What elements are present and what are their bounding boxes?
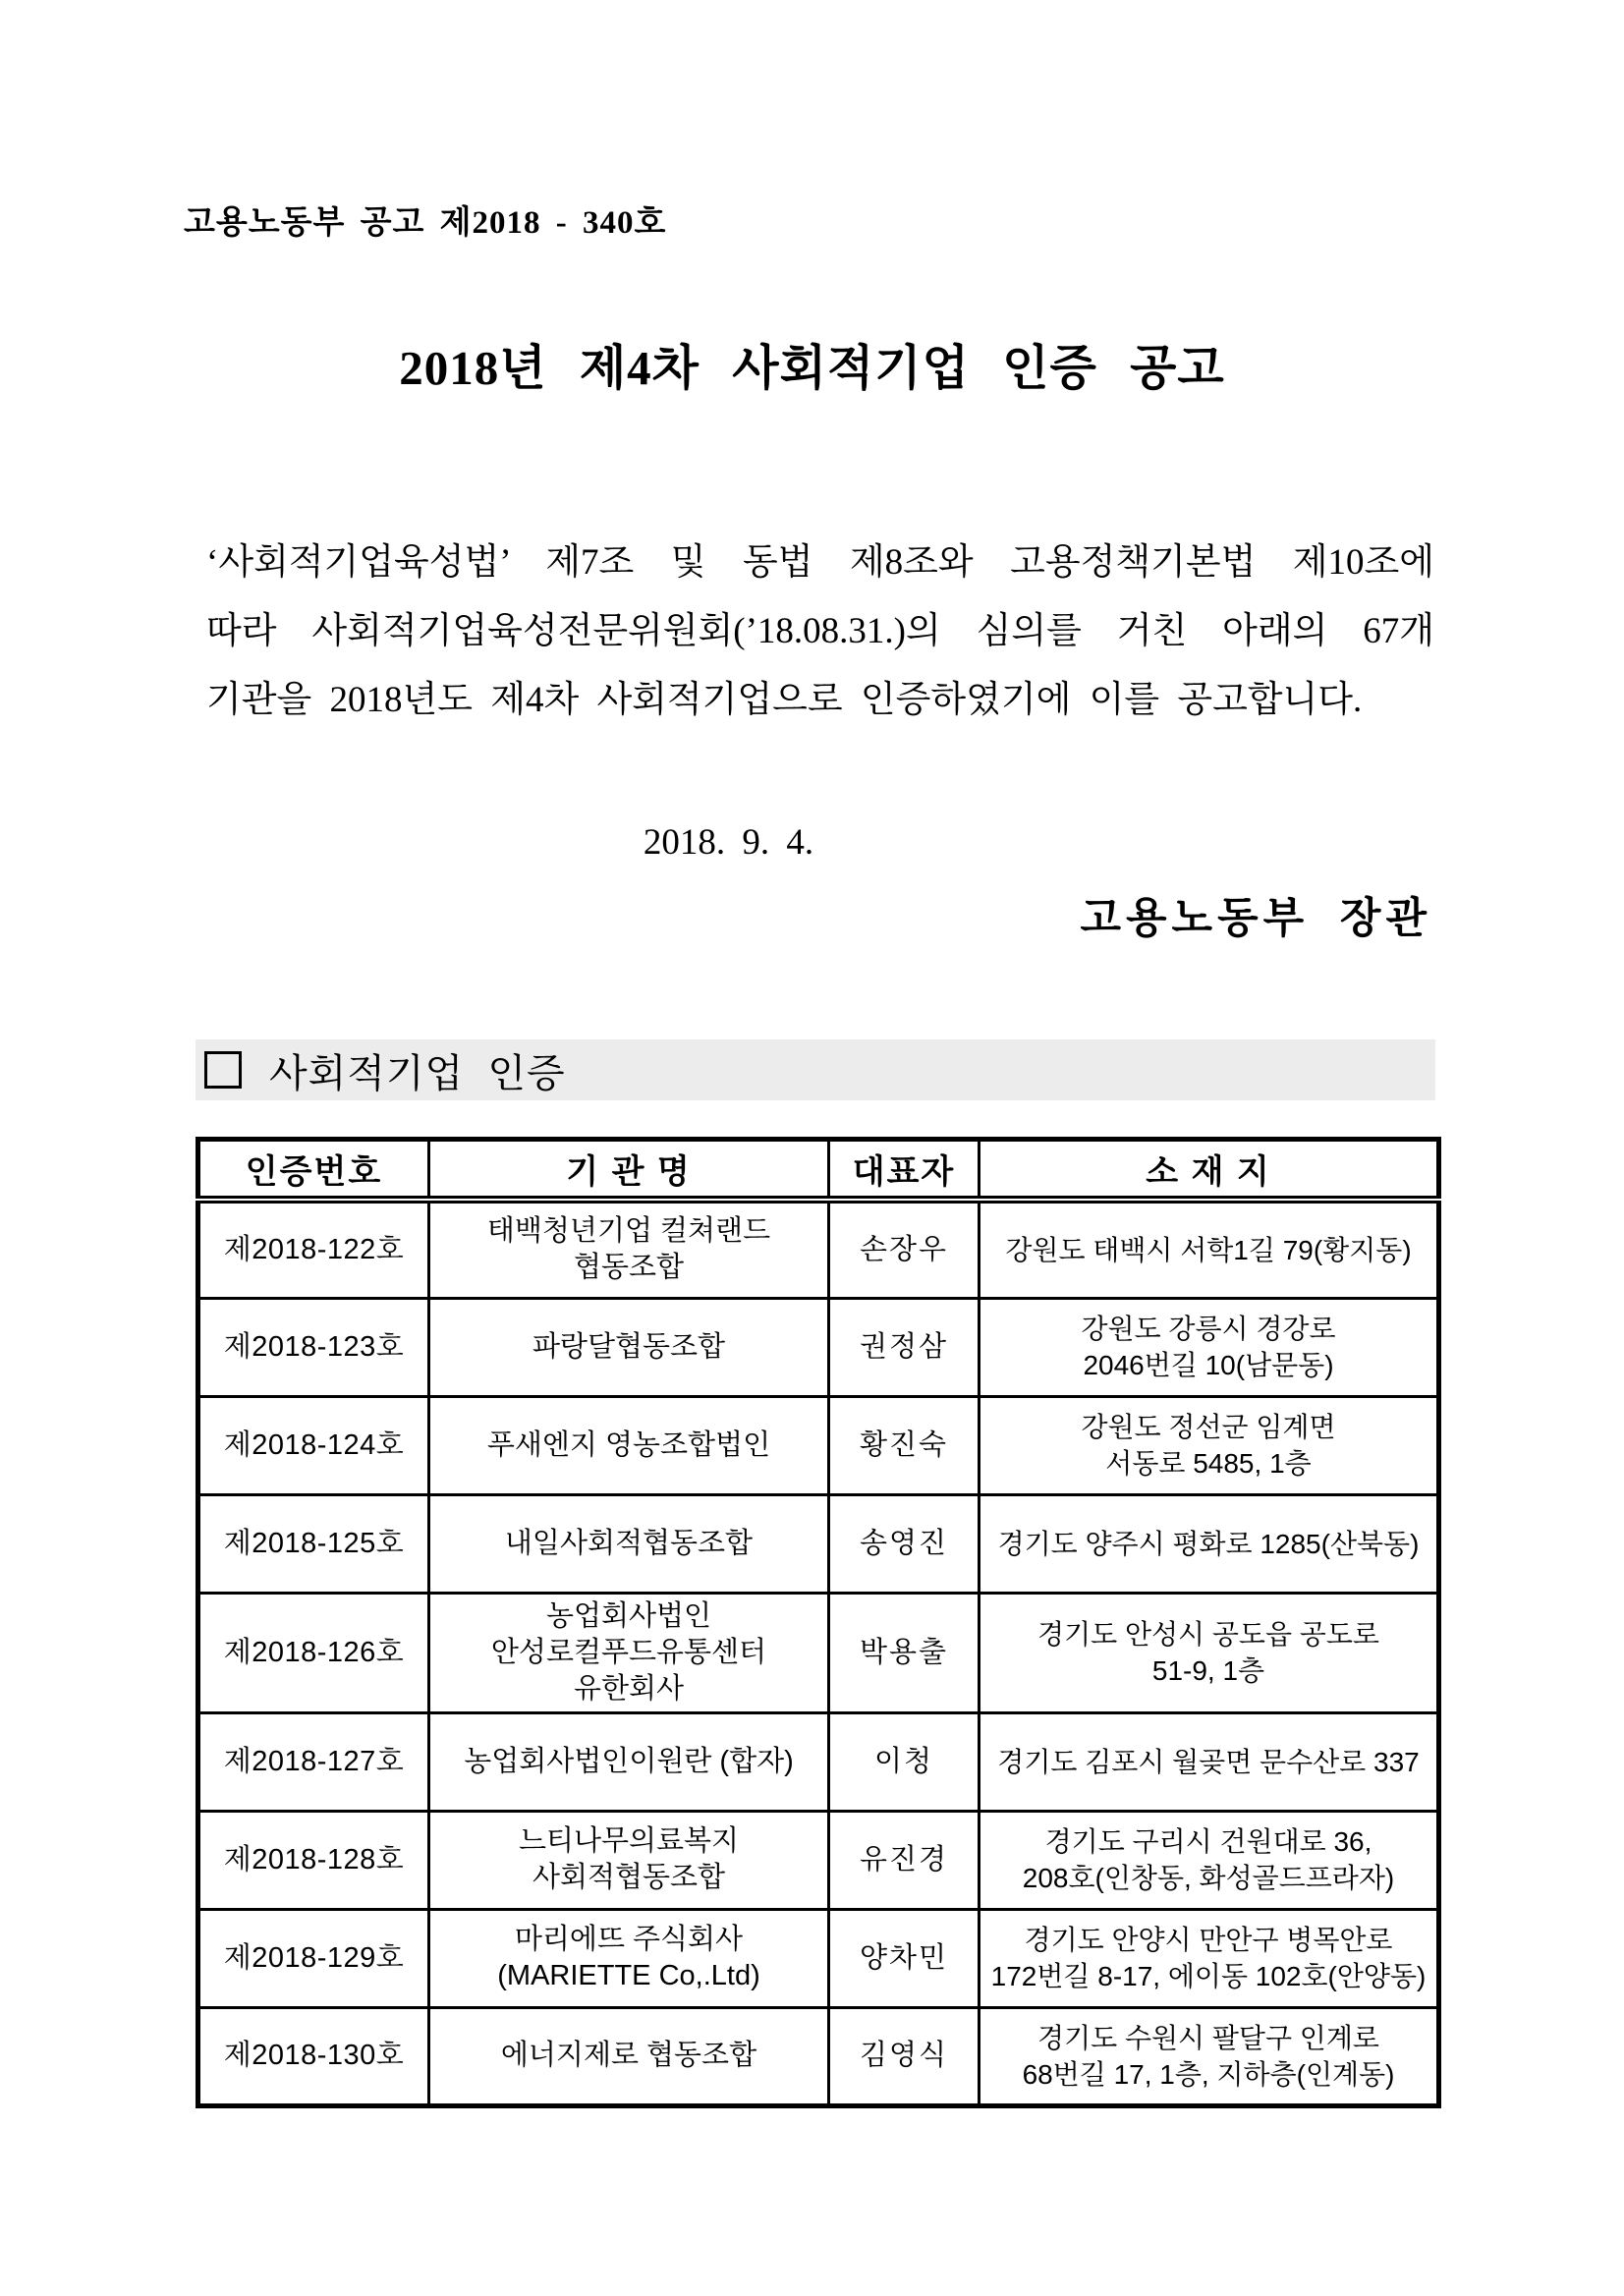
organization-cell-line: 태백청년기업 컬쳐랜드: [486, 1215, 771, 1248]
cert-number-cell-line: 제2018-128호: [223, 1843, 405, 1876]
table-row: [198, 1811, 1439, 1909]
table-row: [198, 1396, 1439, 1494]
cert-number-cell: [198, 1298, 429, 1396]
representative-cell-line: 김영식: [859, 2040, 949, 2071]
organization-cell-line: 농업회사법인이원란 (합자): [464, 1745, 794, 1777]
cert-number-cell: [198, 1200, 429, 1298]
signatory: 고용노동부 장관: [1080, 896, 1431, 942]
cert-number-cell-line: 제2018-123호: [223, 1330, 405, 1363]
cert-number-cell-line: 제2018-126호: [223, 1636, 405, 1668]
table-row: [198, 2007, 1439, 2105]
cert-number-cell: [198, 1494, 429, 1593]
representative-cell: [829, 1396, 980, 1494]
announcement-body: [206, 529, 1434, 735]
cert-number-cell: [198, 1396, 429, 1494]
body-line-2: 따라 사회적기업육성전문위원회(’18.08.31.)의 심의를 거친 아래의 67개: [206, 611, 1434, 651]
header-representative: 대표자: [829, 1140, 980, 1201]
cert-number-cell-line: 제2018-125호: [223, 1527, 405, 1559]
cert-number-cell-line: 제2018-129호: [223, 1941, 405, 1974]
certification-table-body: [198, 1200, 1439, 2105]
organization-cell-line: 유한회사: [573, 1672, 685, 1705]
address-cell: [980, 1712, 1439, 1811]
address-cell-line: 강원도 강릉시 경강로: [1081, 1314, 1336, 1344]
organization-cell-line: 협동조합: [573, 1252, 685, 1284]
address-cell-line: 서동로 5485, 1층: [1105, 1448, 1312, 1479]
cert-number-cell: [198, 2007, 429, 2105]
representative-cell-line: 황진숙: [859, 1428, 949, 1461]
representative-cell: [829, 1200, 980, 1298]
address-cell: [980, 1811, 1439, 1909]
cert-number-cell: [198, 1593, 429, 1712]
body-line-1: ‘사회적기업육성법’ 제7조 및 동법 제8조와 고용정책기본법 제10조에: [206, 542, 1434, 583]
address-cell-line: 강원도 태백시 서학1길 79(황지동): [1005, 1234, 1412, 1265]
organization-cell-line: (MARIETTE Co,.Ltd): [497, 1960, 760, 1991]
cert-number-cell: [198, 1909, 429, 2007]
organization-cell-line: 파랑달협동조합: [532, 1330, 726, 1363]
representative-cell: [829, 1494, 980, 1593]
table-header: [198, 1140, 1439, 1201]
section-header-bar: [196, 1039, 1435, 1100]
address-cell-line: 68번길 17, 1층, 지하층(인계동): [1022, 2058, 1395, 2090]
body-line-3: 기관을 2018년도 제4차 사회적기업으로 인증하였기에 이를 공고합니다.: [206, 680, 1363, 720]
cert-number-cell: [198, 1712, 429, 1811]
table-row: [198, 1298, 1439, 1396]
representative-cell-line: 박용출: [859, 1636, 949, 1668]
address-cell-line: 2046번길 10(남문동): [1083, 1350, 1334, 1380]
address-cell: [980, 1396, 1439, 1494]
address-cell-line: 208호(인창동, 화성골드프라자): [1022, 1863, 1395, 1893]
page-title: 2018년 제4차 사회적기업 인증 공고: [399, 341, 1225, 395]
header-cert-number: 인증번호: [198, 1140, 429, 1201]
representative-cell: [829, 1593, 980, 1712]
representative-cell: [829, 2007, 980, 2105]
organization-cell-line: 농업회사법인: [545, 1599, 712, 1632]
representative-cell-line: 손장우: [859, 1233, 949, 1265]
address-cell-line: 경기도 안성시 공도읍 공도로: [1037, 1619, 1379, 1650]
address-cell-line: 경기도 김포시 월곶면 문수산로 337: [997, 1746, 1420, 1777]
header-organization: 기 관 명: [429, 1140, 829, 1201]
representative-cell-line: 송영진: [859, 1527, 949, 1559]
organization-cell: [429, 1593, 829, 1712]
organization-cell: [429, 1712, 829, 1811]
address-cell-line: 172번길 8-17, 에이동 102호(안양동): [990, 1961, 1427, 1991]
address-cell: [980, 1494, 1439, 1593]
representative-cell: [829, 1298, 980, 1396]
representative-cell-line: 유진경: [859, 1843, 949, 1876]
cert-number-cell-line: 제2018-130호: [223, 2040, 405, 2071]
organization-cell: [429, 1200, 829, 1298]
table-row: [198, 1593, 1439, 1712]
representative-cell: [829, 1712, 980, 1811]
address-cell: [980, 1593, 1439, 1712]
address-cell-line: 경기도 수원시 팔달구 인계로: [1037, 2022, 1379, 2053]
address-cell-line: 경기도 구리시 건원대로 36,: [1044, 1826, 1372, 1857]
organization-cell-line: 푸새엔지 영농조합법인: [486, 1428, 771, 1461]
address-cell-line: 경기도 양주시 평화로 1285(산북동): [997, 1528, 1420, 1559]
address-cell: [980, 2007, 1439, 2105]
address-cell: [980, 1298, 1439, 1396]
organization-cell: [429, 2007, 829, 2105]
representative-cell-line: 양차민: [859, 1941, 949, 1974]
representative-cell-line: 권정삼: [859, 1330, 949, 1363]
address-cell: [980, 1909, 1439, 2007]
organization-cell: [429, 1298, 829, 1396]
table-row: [198, 1712, 1439, 1811]
cert-number-cell: [198, 1811, 429, 1909]
address-cell: [980, 1200, 1439, 1298]
cert-number-cell-line: 제2018-124호: [223, 1428, 405, 1461]
table-header-row: [198, 1140, 1439, 1201]
organization-cell-line: 사회적협동조합: [532, 1862, 726, 1893]
header-address: 소 재 지: [980, 1140, 1439, 1201]
cert-number-cell-line: 제2018-127호: [223, 1745, 405, 1777]
organization-cell: [429, 1494, 829, 1593]
table-row: [198, 1494, 1439, 1593]
organization-cell: [429, 1396, 829, 1494]
address-cell-line: 강원도 정선군 임계면: [1081, 1412, 1336, 1442]
representative-cell-line: 이청: [873, 1745, 934, 1777]
certification-table: [196, 1137, 1441, 2108]
table-row: [198, 1200, 1439, 1298]
representative-cell: [829, 1909, 980, 2007]
cert-number-cell-line: 제2018-122호: [223, 1233, 405, 1265]
organization-cell: [429, 1909, 829, 2007]
organization-cell-line: 안성로컬푸드유통센터: [490, 1636, 767, 1668]
address-cell-line: 경기도 안양시 만안구 병목안로: [1024, 1925, 1393, 1955]
organization-cell: [429, 1811, 829, 1909]
address-cell-line: 51-9, 1층: [1151, 1655, 1265, 1686]
organization-cell-line: 느티나무의료복지: [518, 1825, 740, 1857]
section-title: 사회적기업 인증: [269, 1051, 566, 1095]
table-row: [198, 1909, 1439, 2007]
square-bullet-icon: [204, 1051, 242, 1089]
representative-cell: [829, 1811, 980, 1909]
doc-number: 고용노동부 공고 제2018 - 340호: [184, 205, 667, 241]
organization-cell-line: 에너지제로 협동조합: [500, 2040, 757, 2071]
organization-cell-line: 내일사회적협동조합: [504, 1527, 754, 1559]
organization-cell-line: 마리에뜨 주식회사: [514, 1924, 744, 1955]
announcement-date: 2018. 9. 4.: [643, 822, 814, 863]
